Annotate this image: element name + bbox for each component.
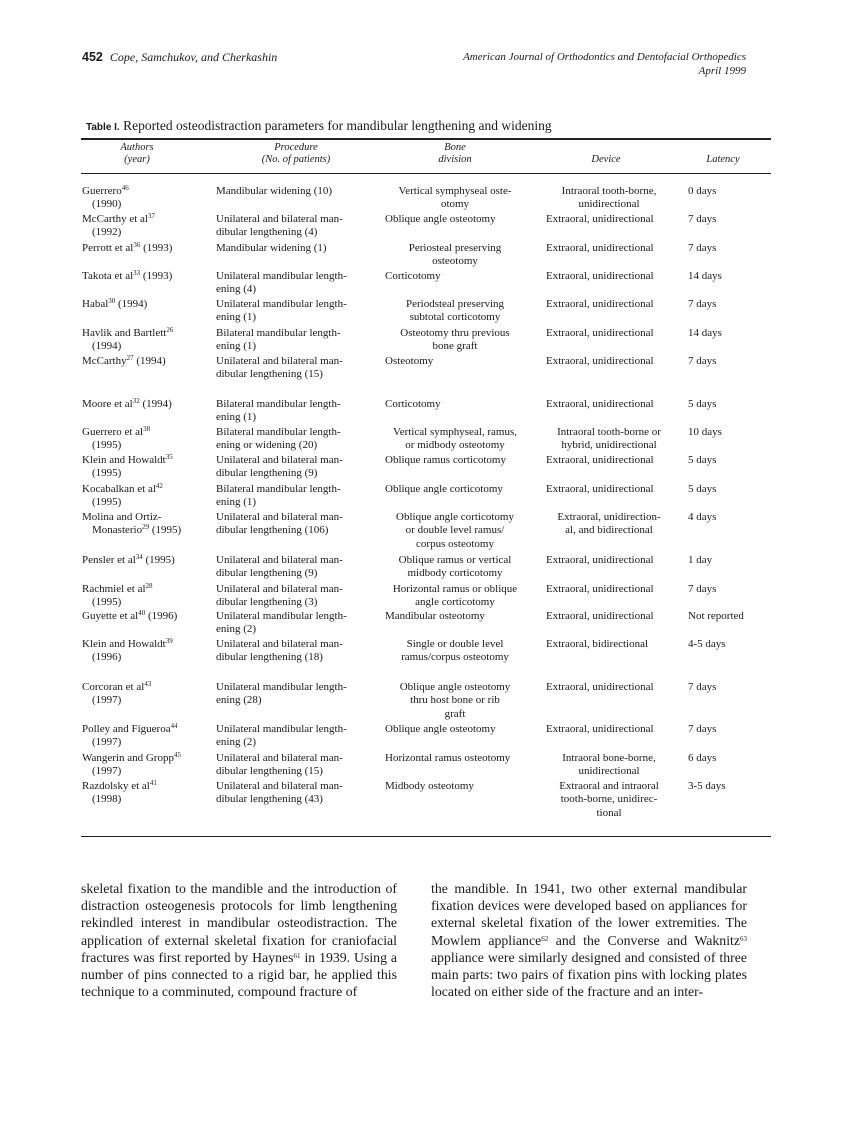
header-right xyxy=(463,50,746,78)
cell-latency: 7 days xyxy=(688,213,717,225)
col-header-bone: Bone division xyxy=(438,142,472,165)
cell-author-line2 xyxy=(82,524,210,537)
cell-author xyxy=(82,270,210,283)
table-header-rule xyxy=(81,173,771,174)
cell-latency: 5 days xyxy=(688,483,717,495)
header-left xyxy=(82,50,277,65)
page-number: 452 xyxy=(82,50,103,64)
cell-author xyxy=(82,298,210,311)
cell-ref: 46 xyxy=(121,184,129,192)
cell-latency: 7 days xyxy=(688,681,717,693)
cell-ref: 34 xyxy=(135,553,143,561)
cell-procedure: Unilateral and bilateral man- dibular lengthening (3) xyxy=(216,583,343,609)
citation-ref: 63 xyxy=(740,934,747,943)
col-header-device: Device xyxy=(591,154,621,165)
cell-procedure: Bilateral mandibular length- ening (1) xyxy=(216,327,341,353)
cell-author-name: Klein and Howaldt xyxy=(82,638,166,650)
cell-ref: 26 xyxy=(166,326,174,334)
cell-bone-division: Oblique angle osteotomy xyxy=(385,723,496,735)
cell-year: (1995) xyxy=(149,524,182,537)
cell-latency: 1 day xyxy=(688,554,713,566)
cell-year: (1994) xyxy=(115,298,148,310)
cell-procedure: Bilateral mandibular length- ening (1) xyxy=(216,483,341,509)
cell-bone-division: Corticotomy xyxy=(385,398,441,410)
cell-device: Extraoral, unidirectional xyxy=(546,554,654,566)
cell-procedure: Mandibular widening (1) xyxy=(216,242,327,254)
cell-ref: 27 xyxy=(126,354,134,362)
cell-ref: 35 xyxy=(165,453,173,461)
header-authors: Cope, Samchukov, and Cherkashin xyxy=(109,50,278,64)
cell-year: (1993) xyxy=(140,242,173,254)
cell-latency: 7 days xyxy=(688,298,717,310)
cell-author-name: Wangerin and Gropp xyxy=(82,752,174,764)
cell-bone-division: Vertical symphyseal, ramus, or midbody osteotomy xyxy=(392,426,518,452)
cell-device: Extraoral, unidirectional xyxy=(546,270,654,282)
cell-author-name: Guerrero xyxy=(82,185,122,197)
cell-year: (1994) xyxy=(139,398,172,410)
cell-device: Extraoral, unidirectional xyxy=(546,723,654,735)
cell-device: Intraoral tooth-borne or hybrid, unidirectional xyxy=(557,426,661,452)
cell-latency: 5 days xyxy=(688,454,717,466)
cell-ref: 33 xyxy=(133,269,141,277)
cell-year: (1998) xyxy=(92,793,122,806)
body-text-run: in 1939. Using a number of pins connected to a rigid bar, he applied this technique to a comminuted, compound fracture of xyxy=(81,949,397,1000)
cell-device: Extraoral, unidirectional xyxy=(546,610,654,622)
citation-ref: 61 xyxy=(293,951,301,960)
cell-author xyxy=(82,454,210,481)
cell-bone-division: Oblique ramus or vertical midbody corticotomy xyxy=(398,554,512,580)
cell-author-name: Razdolsky et al xyxy=(82,780,150,792)
cell-device: Extraoral, unidirectional xyxy=(546,583,654,595)
cell-bone-division: Corticotomy xyxy=(385,270,441,282)
cell-author xyxy=(82,554,210,567)
cell-author-name: Kocabalkan et al xyxy=(82,483,156,495)
cell-procedure: Unilateral and bilateral man- dibular lengthening (9) xyxy=(216,454,343,480)
cell-latency: 14 days xyxy=(688,270,722,282)
cell-latency: 3-5 days xyxy=(688,780,726,792)
cell-procedure: Unilateral and bilateral man- dibular lengthening (18) xyxy=(216,638,343,664)
cell-latency: 4-5 days xyxy=(688,638,726,650)
cell-device: Intraoral tooth-borne, unidirectional xyxy=(561,185,657,211)
cell-latency: 14 days xyxy=(688,327,722,339)
cell-procedure: Bilateral mandibular length- ening or widening (20) xyxy=(216,426,341,452)
body-text-left xyxy=(81,880,397,1000)
body-text-run: skeletal fixation to the mandible and the introduction of distraction osteogenesis protocols for limb lengthening rekindled interest in mandibular osteodistraction. The application of external skeletal fixation for craniofacial fractures was first reported by Haynes xyxy=(81,881,397,965)
cell-latency: 6 days xyxy=(688,752,717,764)
cell-author xyxy=(82,355,210,368)
cell-year: (1995) xyxy=(92,439,122,452)
cell-year: (1995) xyxy=(92,467,122,480)
cell-procedure: Unilateral and bilateral man- dibular lengthening (4) xyxy=(216,213,343,239)
cell-device: Intraoral bone-borne, unidirectional xyxy=(562,752,656,778)
cell-latency: 4 days xyxy=(688,511,717,523)
cell-year: (1990) xyxy=(92,198,122,211)
cell-device: Extraoral and intraoral tooth-borne, unidirec- tional xyxy=(559,780,659,819)
cell-procedure: Unilateral mandibular length- ening (4) xyxy=(216,270,347,296)
cell-year: (1993) xyxy=(140,270,173,282)
cell-author xyxy=(82,426,210,453)
journal-name: American Journal of Orthodontics and Dentofacial Orthopedics xyxy=(463,51,746,63)
cell-ref: 42 xyxy=(155,482,163,490)
cell-device: Extraoral, unidirectional xyxy=(546,298,654,310)
cell-author-name: Corcoran et al xyxy=(82,681,145,693)
cell-latency: 0 days xyxy=(688,185,717,197)
cell-bone-division: Oblique angle osteotomy xyxy=(385,213,496,225)
cell-procedure: Unilateral and bilateral man- dibular lengthening (15) xyxy=(216,355,343,381)
cell-author xyxy=(82,213,210,240)
cell-year: (1997) xyxy=(92,765,122,778)
running-header xyxy=(82,50,746,84)
cell-latency: 5 days xyxy=(688,398,717,410)
cell-author-name: Molina and Ortiz- xyxy=(82,511,162,523)
cell-bone-division: Single or double level ramus/corpus osteotomy xyxy=(401,638,509,664)
cell-bone-division: Horizontal ramus osteotomy xyxy=(385,752,511,764)
cell-procedure: Unilateral mandibular length- ening (2) xyxy=(216,610,347,636)
cell-year: (1997) xyxy=(92,694,122,707)
cell-author xyxy=(82,511,210,538)
cell-device: Extraoral, unidirectional xyxy=(546,681,654,693)
cell-author xyxy=(82,327,210,354)
cell-ref: 28 xyxy=(145,582,153,590)
cell-latency: Not reported xyxy=(688,610,744,622)
cell-bone-division: Oblique ramus corticotomy xyxy=(385,454,506,466)
cell-bone-division: Horizontal ramus or oblique angle corticotomy xyxy=(392,583,518,609)
cell-author xyxy=(82,610,210,623)
table-caption xyxy=(86,118,552,134)
cell-author-name: Pensler et al xyxy=(82,554,136,566)
cell-bone-division: Midbody osteotomy xyxy=(385,780,474,792)
col-header-latency: Latency xyxy=(706,154,740,165)
cell-procedure: Unilateral mandibular length- ening (2) xyxy=(216,723,347,749)
cell-year: (1995) xyxy=(92,496,122,509)
citation-ref: 62 xyxy=(541,934,549,943)
cell-procedure: Unilateral and bilateral man- dibular lengthening (43) xyxy=(216,780,343,806)
table-bottom-rule xyxy=(81,836,771,837)
cell-latency: 7 days xyxy=(688,355,717,367)
cell-year: (1992) xyxy=(92,226,122,239)
cell-year: (1994) xyxy=(92,340,122,353)
cell-bone-division: Oblique angle corticotomy or double level ramus/ corpus osteotomy xyxy=(396,511,514,550)
cell-author-name: Habal xyxy=(82,298,109,310)
cell-author-name: Havlik and Bartlett xyxy=(82,327,167,339)
cell-ref: 38 xyxy=(143,425,151,433)
cell-bone-division: Mandibular osteotomy xyxy=(385,610,485,622)
issue-date: April 1999 xyxy=(698,65,746,77)
cell-ref: 36 xyxy=(133,241,141,249)
cell-bone-division: Periodsteal preserving subtotal corticotomy xyxy=(405,298,505,324)
cell-ref: 29 xyxy=(142,523,150,532)
cell-bone-division: Periosteal preserving osteotomy xyxy=(408,242,502,268)
cell-device: Extraoral, unidirectional xyxy=(546,483,654,495)
cell-author xyxy=(82,752,210,779)
cell-bone-division: Oblique angle corticotomy xyxy=(385,483,503,495)
cell-device: Extraoral, unidirectional xyxy=(546,398,654,410)
cell-year: (1995) xyxy=(92,596,122,609)
col-header-procedure: Procedure (No. of patients) xyxy=(261,142,331,165)
cell-bone-division: Osteotomy thru previous bone graft xyxy=(400,327,510,353)
cell-author xyxy=(82,398,210,411)
cell-device: Extraoral, unidirectional xyxy=(546,454,654,466)
table-title: Reported osteodistraction parameters for mandibular lengthening and widening xyxy=(123,118,552,133)
cell-device: Extraoral, unidirectional xyxy=(546,327,654,339)
body-text-run: and the Converse and Waknitz xyxy=(548,932,740,948)
cell-year: (1996) xyxy=(92,651,122,664)
cell-author-name: Perrott et al xyxy=(82,242,134,254)
cell-author xyxy=(82,185,210,212)
cell-bone-division: Vertical symphyseal oste- otomy xyxy=(398,185,512,211)
cell-ref: 43 xyxy=(144,680,152,688)
cell-procedure: Unilateral and bilateral man- dibular lengthening (15) xyxy=(216,752,343,778)
body-text-right xyxy=(431,880,747,1000)
cell-author xyxy=(82,681,210,708)
cell-bone-division: Osteotomy xyxy=(385,355,434,367)
cell-device: Extraoral, unidirection- al, and bidirectional xyxy=(557,511,661,537)
table-label: Table I. xyxy=(86,122,120,133)
cell-latency: 10 days xyxy=(688,426,722,438)
cell-author-name: Guyette et al xyxy=(82,610,139,622)
cell-procedure: Unilateral mandibular length- ening (1) xyxy=(216,298,347,324)
body-text-run: appliance were similarly designed and consisted of three main parts: two pairs of fixation pins with locking plates located on either side of the fracture and an inter- xyxy=(431,949,747,1000)
cell-author-name: Klein and Howaldt xyxy=(82,454,166,466)
cell-device: Extraoral, bidirectional xyxy=(546,638,649,650)
cell-author-name: Moore et al xyxy=(82,398,133,410)
body-text-run: the mandible. In 1941, two other external mandibular fixation devices were developed based on appliances for external skeletal fixation of the lower extremities. The Mowlem appliance xyxy=(431,881,747,948)
cell-author xyxy=(82,242,210,255)
cell-year: (1995) xyxy=(142,554,175,566)
cell-procedure: Unilateral and bilateral man- dibular lengthening (106) xyxy=(216,511,343,537)
cell-ref: 41 xyxy=(149,779,157,787)
cell-ref: 32 xyxy=(132,397,140,405)
cell-author-name: McCarthy et al xyxy=(82,213,148,225)
col-header-authors: Authors (year) xyxy=(120,142,154,165)
cell-ref: 44 xyxy=(170,722,178,730)
cell-year: (1997) xyxy=(92,736,122,749)
cell-author xyxy=(82,723,210,750)
cell-ref: 37 xyxy=(147,212,155,220)
table-top-rule xyxy=(81,138,771,140)
cell-latency: 7 days xyxy=(688,242,717,254)
cell-procedure: Bilateral mandibular length- ening (1) xyxy=(216,398,341,424)
cell-author-name-cont: Monasterio xyxy=(92,524,143,537)
cell-latency: 7 days xyxy=(688,723,717,735)
cell-author-name: Takota et al xyxy=(82,270,134,282)
cell-author xyxy=(82,638,210,665)
cell-procedure: Mandibular widening (10) xyxy=(216,185,333,197)
cell-procedure: Unilateral and bilateral man- dibular lengthening (9) xyxy=(216,554,343,580)
cell-ref: 39 xyxy=(165,637,173,645)
cell-author xyxy=(82,483,210,510)
cell-author xyxy=(82,583,210,610)
cell-device: Extraoral, unidirectional xyxy=(546,242,654,254)
cell-author-name: Polley and Figueroa xyxy=(82,723,171,735)
cell-year: (1994) xyxy=(133,355,166,367)
cell-latency: 7 days xyxy=(688,583,717,595)
cell-ref: 40 xyxy=(138,609,146,617)
cell-bone-division: Oblique angle osteotomy thru host bone or rib graft xyxy=(399,681,511,720)
cell-year: (1996) xyxy=(145,610,178,622)
cell-author-name: Rachmiel et al xyxy=(82,583,146,595)
cell-author-name: Guerrero et al xyxy=(82,426,144,438)
cell-procedure: Unilateral mandibular length- ening (28) xyxy=(216,681,347,707)
cell-device: Extraoral, unidirectional xyxy=(546,355,654,367)
cell-author xyxy=(82,780,210,807)
cell-ref: 30 xyxy=(108,297,116,305)
cell-device: Extraoral, unidirectional xyxy=(546,213,654,225)
cell-ref: 45 xyxy=(173,751,181,759)
cell-author-name: McCarthy xyxy=(82,355,127,367)
